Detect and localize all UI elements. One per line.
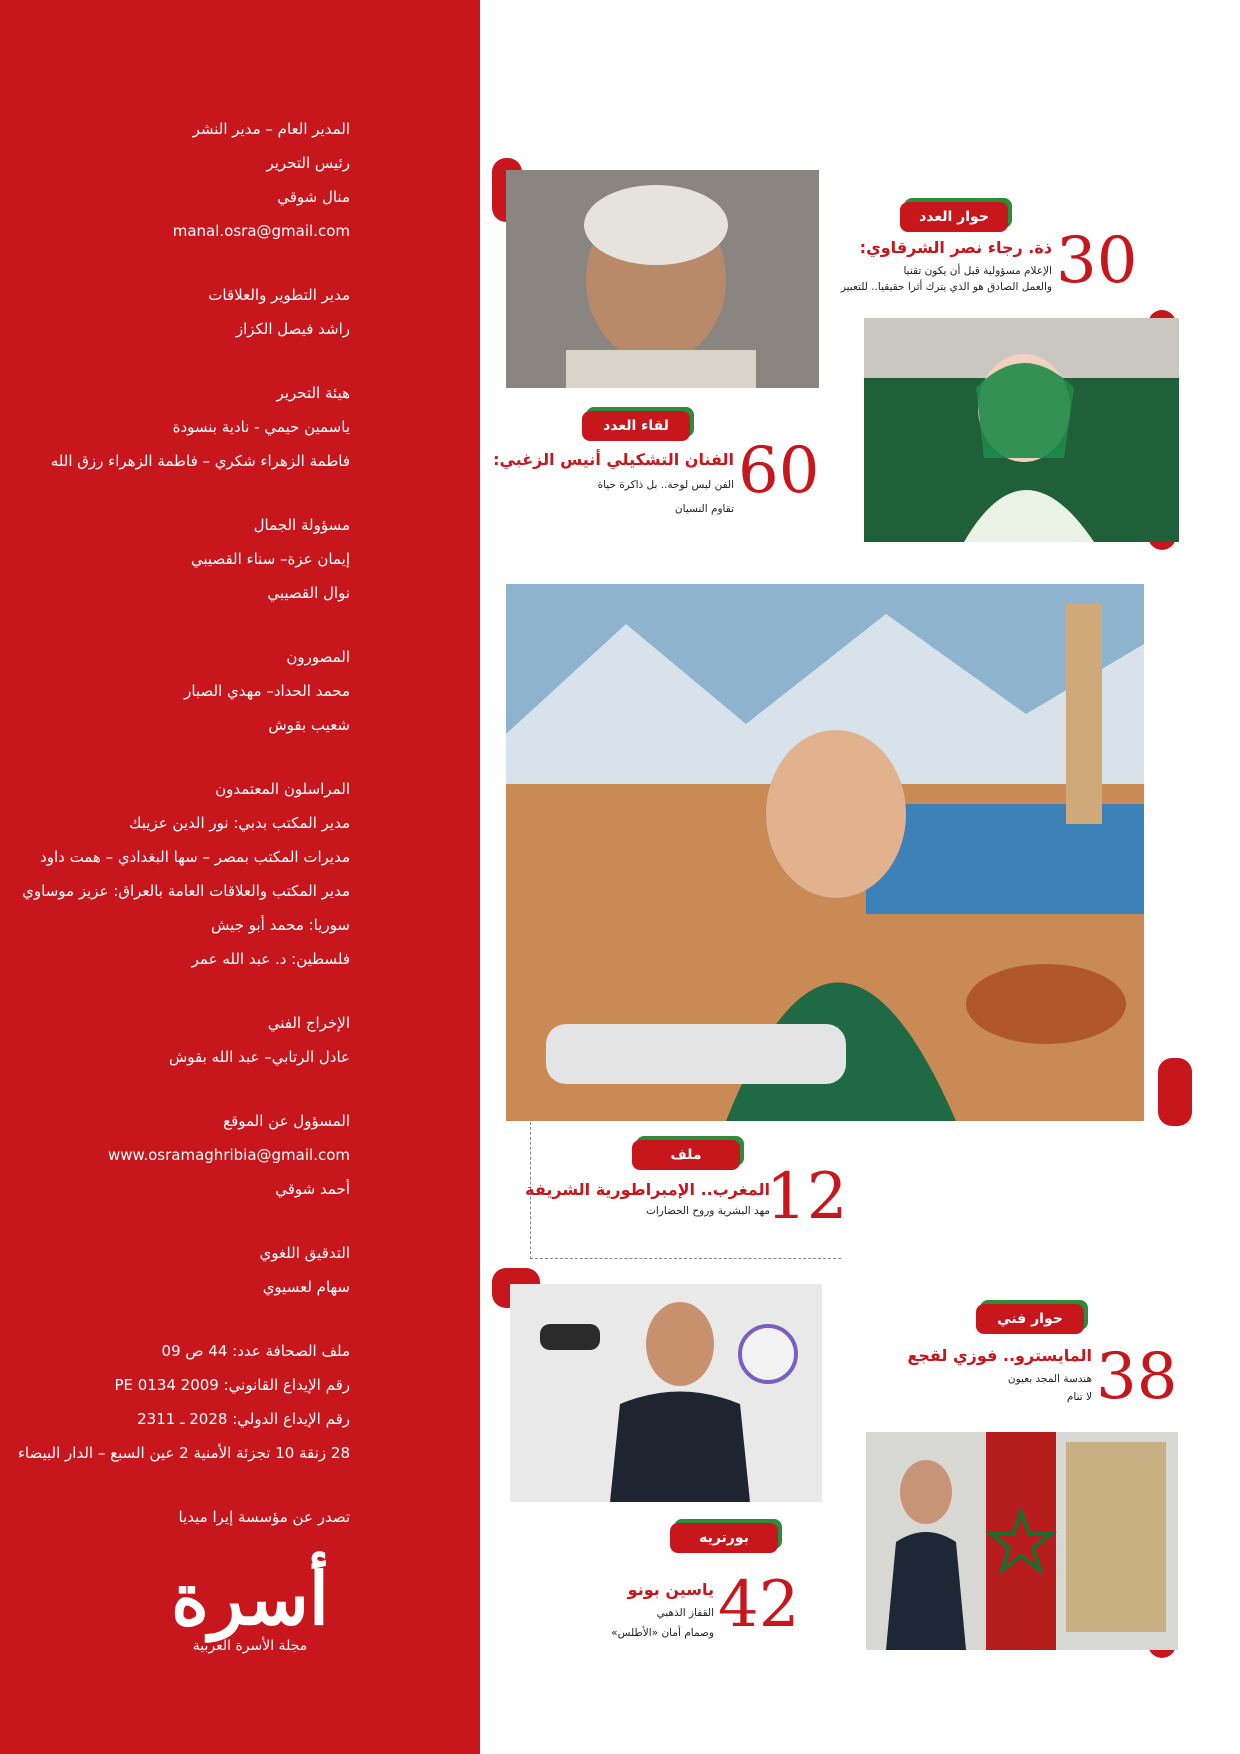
- badge-file: ملف: [632, 1140, 740, 1170]
- badge-portrait: بورتريه: [670, 1523, 778, 1553]
- credits-line: manal.osra@gmail.com: [172, 222, 350, 240]
- credits-line: المسؤول عن الموقع: [223, 1112, 350, 1130]
- credits-group: [0, 1104, 350, 1206]
- photo-man-suit-flag: [866, 1432, 1178, 1650]
- credits-line: أحمد شوقي: [275, 1180, 350, 1198]
- subline-38-2: لا تنام: [1066, 1391, 1092, 1403]
- credits-line: نوال القصيبي: [267, 584, 350, 602]
- credits-line: المراسلون المعتمدون: [215, 780, 350, 798]
- page-number-38: 38: [1096, 1340, 1178, 1414]
- credits-line: مسؤولة الجمال: [253, 516, 350, 534]
- credits-line: محمد الحداد– مهدي الصبار: [184, 682, 350, 700]
- credits-line: إيمان عزة– سناء القصيبي: [190, 550, 350, 568]
- credits-group: [0, 640, 350, 742]
- credits-line: 28 زنقة 10 تجزئة الأمنية 2 عين السبع – الدار البيضاء: [17, 1444, 350, 1462]
- credits-group: [0, 1006, 350, 1074]
- credits-line: منال شوقي: [277, 188, 350, 206]
- credits-group: [0, 278, 350, 346]
- headline-30: ذة. رجاء نصر الشرقاوي:: [859, 238, 1052, 257]
- page-number-42: 42: [718, 1568, 800, 1642]
- subline-30-1: الإعلام مسؤولية قبل أن يكون تقنيا: [903, 265, 1052, 277]
- headline-60: الفنان التشكيلي أنيس الزغبي:: [493, 450, 734, 469]
- photo-morocco-collage: [506, 584, 1144, 1121]
- badge-meeting-of-issue: لقاء العدد: [582, 411, 690, 441]
- subline-60-1: الفن ليس لوحة.. بل ذاكرة حياة: [597, 479, 734, 491]
- badge-artistic-interview: حوار فني: [976, 1304, 1084, 1334]
- credits-line: مدير التطوير والعلاقات: [208, 286, 350, 304]
- credits-list: [0, 112, 350, 1564]
- photo-woman-green: [864, 318, 1179, 542]
- credits-line: المصورون: [286, 648, 350, 666]
- logo-subtitle: مجلة الأسرة العربية: [192, 1638, 308, 1654]
- credits-line: فلسطين: د. عبد الله عمر: [191, 950, 350, 968]
- credits-line: راشد فيصل الكزاز: [235, 320, 350, 338]
- photo-goalkeeper: [510, 1284, 822, 1502]
- credits-line: مدير المكتب والعلاقات العامة بالعراق: عزيز موساوي: [22, 882, 350, 900]
- credits-line: www.osramaghribia@gmail.com: [107, 1146, 350, 1164]
- headline-38: المايسترو.. فوزي لقجع: [907, 1346, 1092, 1365]
- credits-group: [0, 1500, 350, 1534]
- headline-42: ياسين بونو: [627, 1580, 714, 1599]
- page-number-12: 12: [766, 1160, 848, 1234]
- credits-group: [0, 1334, 350, 1470]
- logo-title: أسرة: [171, 1556, 329, 1641]
- photo-older-man: [506, 170, 819, 388]
- page-number-30: 30: [1056, 224, 1138, 298]
- credits-group: [0, 1236, 350, 1304]
- subline-30-2: والعمل الصادق هو الذي يترك أثرا حقيقيا.. للتعبير: [840, 281, 1052, 293]
- credits-group: [0, 508, 350, 610]
- magazine-logo: [135, 1556, 365, 1654]
- credits-group: [0, 772, 350, 976]
- credits-line: الإخراج الفني: [267, 1014, 350, 1032]
- credits-line: رقم الإيداع الدولي: 2028 ـ 2311: [137, 1410, 350, 1428]
- credits-line: فاطمة الزهراء شكري – فاطمة الزهراء رزق الله: [50, 452, 350, 470]
- credits-sidebar: [0, 0, 480, 1754]
- credits-group: [0, 112, 350, 248]
- credits-group: [0, 376, 350, 478]
- credits-line: تصدر عن مؤسسة إيرا ميديا: [178, 1508, 350, 1526]
- subline-38-1: هندسة المجد بعيون: [1007, 1373, 1092, 1385]
- credits-line: هيئة التحرير: [276, 384, 350, 402]
- page-number-60: 60: [738, 434, 820, 508]
- badge-interview-of-issue: حوار العدد: [900, 202, 1008, 232]
- credits-line: المدير العام – مدير النشر: [192, 120, 350, 138]
- credits-line: ملف الصحافة عدد: 44 ص 09: [161, 1342, 350, 1360]
- subline-42-2: وصمام أمان «الأطلس»: [611, 1627, 714, 1639]
- credits-line: مديرات المكتب بمصر – سها البغدادي – همت داود: [40, 848, 350, 866]
- credits-line: سوريا: محمد أبو جيش: [211, 916, 350, 934]
- headline-12: المغرب.. الإمبراطورية الشريفة: [525, 1180, 770, 1199]
- credits-line: التدقيق اللغوي: [259, 1244, 350, 1262]
- subline-12-1: مهد البشرية وروح الحضارات: [645, 1205, 770, 1217]
- credits-line: رئيس التحرير: [266, 154, 350, 172]
- subline-60-2: تقاوم النسيان: [674, 503, 734, 515]
- credits-line: رقم الإيداع القانوني: PE 0134 2009: [114, 1376, 350, 1394]
- credits-line: سهام لعسيوي: [262, 1278, 350, 1296]
- decor-corner: [1158, 1058, 1192, 1126]
- credits-line: شعيب بقوش: [268, 716, 350, 734]
- credits-line: ياسمين حيمي - نادية بنسودة: [172, 418, 350, 436]
- subline-42-1: القفاز الذهبي: [656, 1607, 714, 1619]
- credits-line: عادل الرتابي– عبد الله بقوش: [168, 1048, 350, 1066]
- credits-line: مدير المكتب بدبي: نور الدين عزيبك: [129, 814, 350, 832]
